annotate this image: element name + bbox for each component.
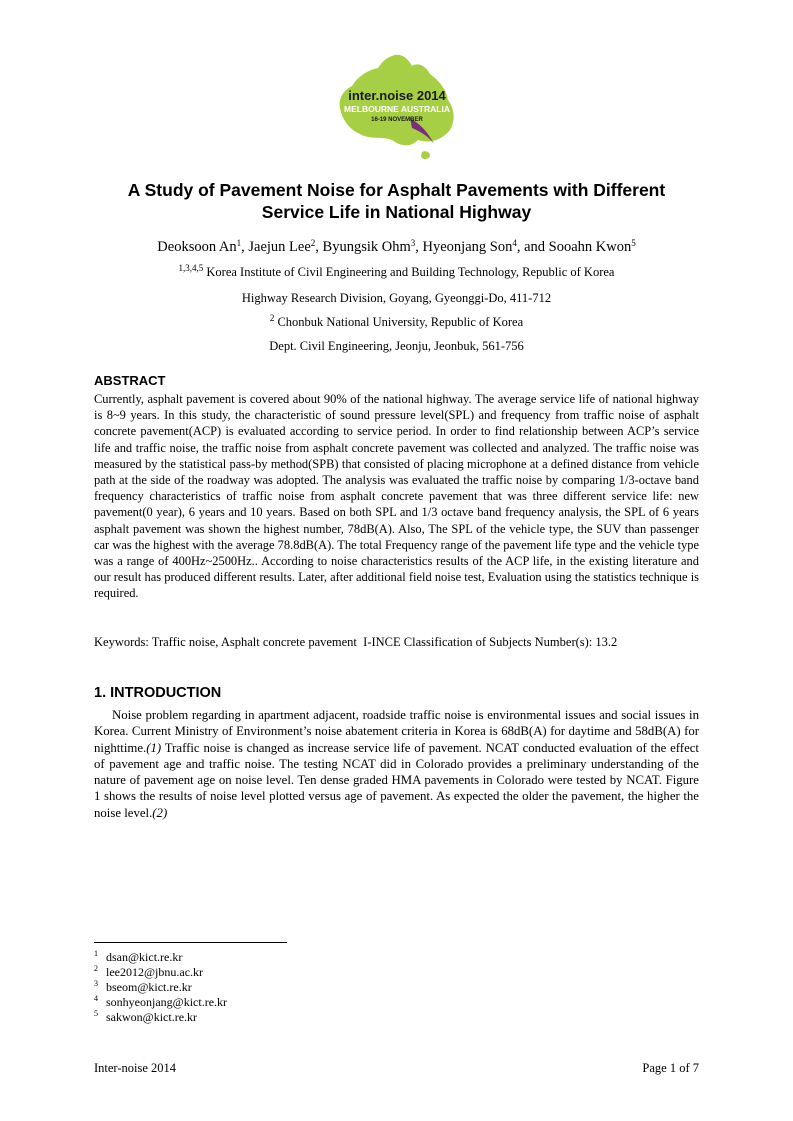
abstract-heading: ABSTRACT (94, 373, 166, 388)
author: Sooahn Kwon$^5$ (548, 238, 636, 255)
affiliation-2: $^2$ Chonbuk National University, Republic of Korea (269, 313, 524, 329)
abstract-text: Currently, asphalt pavement is covered about 90% of the national highway. The average service life of national highway is 8~9 years. In this study, the characteristic of sound pressure level(SPL) and frequency from traffic noise of asphalt concrete pavement(ACP) is evaluated according to service period. In order to find relationship between ACP’s service life and traffic noise, the traffic noise from asphalt concrete pavement was collected and analyzed. The traffic noise was measured by the statistical pass-by method(SPB) that consisted of placing microphone at a defined distance from vehicle path at the side of the roadway was adopted. The analysis was evaluated the traffic noise by comparing 1/3-octave band frequency characteristics of traffic noise from asphalt concrete pavement that was three different service life: new pavement(0 year), 6 years and 10 years. Based on both SPL and 1/3 octave band frequency analysis, the SPL of 6 years asphalt pavement was shown the highest number, 78dB(A). Also, The SPL of the vehicle type, the SUV than passenger car was the highest with the average 78.8dB(A). The total Frequency range of the pavement life type and the vehicle type was a range of 400Hz~2500Hz.. According to noise characteristics results of the ACP life, in the existing literature and our result has produced different results. Later, after additional field noise test, Evaluation using the statistics technique is required. (94, 392, 699, 601)
author-list (60, 238, 733, 256)
citation-2: (2) (152, 805, 168, 820)
footnote-divider (94, 942, 287, 943)
logo-title-text: inter.noise 2014 (348, 88, 446, 103)
affiliation-1: $^{1,3,4,5}$ Korea Institute of Civil Engineering and Building Technology, Republic of Korea (178, 263, 615, 279)
citation-1: (1) (146, 740, 162, 755)
logo-dates-text: 16-19 NOVEMBER (371, 117, 423, 123)
footnote: $^5$ sakwon@kict.re.kr (94, 1009, 198, 1024)
author: Byungsik Ohm$^3$, (322, 238, 423, 255)
footnote: $^2$ lee2012@jbnu.ac.kr (94, 964, 204, 979)
logo-location-text: MELBOURNE AUSTRALIA (344, 104, 450, 114)
footnote: $^4$ sonhyeonjang@kict.re.kr (94, 994, 228, 1009)
tasmania-shape (421, 151, 430, 159)
author: Hyeonjang Son$^4$, and (422, 238, 549, 255)
introduction-text: Noise problem regarding in apartment adjacent, roadside traffic noise is environmental issues and social issues in Korea. Current Ministry of Environment’s noise abatement criteria in Korea is 68dB(A) for daytime and 58dB(A) for nighttime.(1) Traffic noise is changed as increase service life of pavement. NCAT conducted evaluation of the effect of pavement age and traffic noise. The testing NCAT did in Colorado provides a preliminary understanding of the nature of pavement age on noise level. Ten dense graded HMA pavements in Colorado were tested by NCAT. Figure 1 shows the results of noise level plotted versus age of pavement. As expected the older the pavement, the higher the noise level.(2) (94, 708, 699, 820)
footnotes (94, 950, 227, 1025)
title-line-1: A Study of Pavement Noise for Asphalt Pavements with Different (127, 180, 666, 200)
introduction-heading: 1. INTRODUCTION (94, 685, 222, 701)
footer-conference: Inter-noise 2014 (94, 1061, 177, 1075)
conference-logo (322, 48, 472, 173)
affiliation-2-division: Dept. Civil Engineering, Jeonju, Jeonbuk, 561-756 (269, 339, 524, 353)
affiliation-1-division: Highway Research Division, Goyang, Gyeonggi-Do, 411-712 (241, 291, 552, 305)
paper-title (60, 179, 733, 223)
author: Jaejun Lee$^2$, (248, 238, 323, 255)
footnote: $^3$ bseom@kict.re.kr (94, 979, 192, 994)
footer-page-number: Page 1 of 7 (642, 1061, 699, 1075)
author: Deoksoon An$^1$, (157, 238, 249, 255)
keywords: Keywords: Traffic noise, Asphalt concrete pavement I-INCE Classification of Subjects Number(s): 13.2 (94, 635, 618, 649)
australia-map-logo (322, 48, 472, 173)
title-line-2: Service Life in National Highway (261, 202, 532, 222)
footnote: $^1$ dsan@kict.re.kr (94, 949, 183, 964)
